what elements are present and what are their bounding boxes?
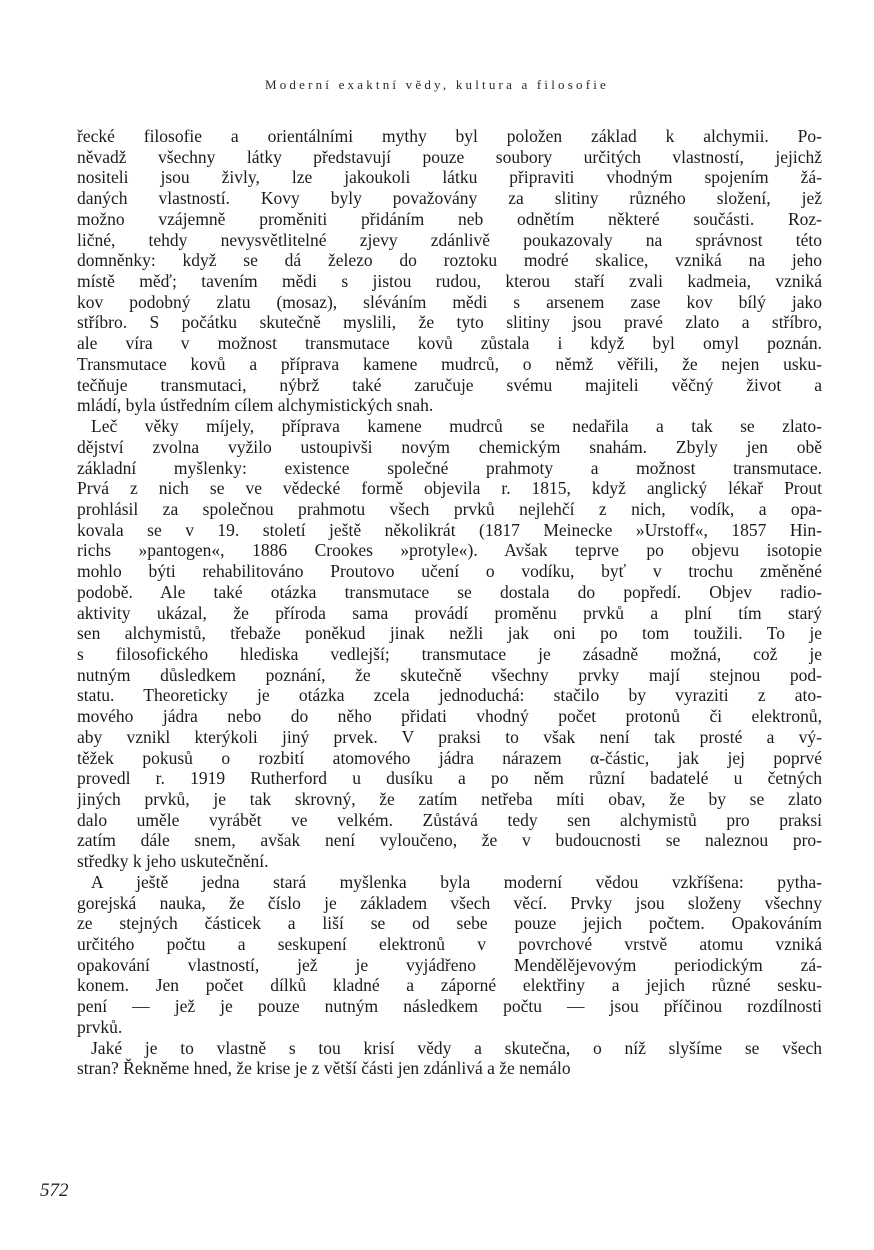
text-line: ale víra v možnost transmutace kovů zůstala i když byl omyl poznán. (77, 333, 822, 354)
text-line: něvadž všechny látky představují pouze soubory určitých vlastností, jejichž (77, 146, 822, 167)
text-line: prvků. (77, 1016, 123, 1037)
text-line: richs »pantogen«, 1886 Crookes »protyle«). Avšak teprve po objevu isotopie (77, 540, 822, 561)
text-line: středky k jeho uskutečnění. (77, 851, 269, 872)
text-line: daných vlastností. Kovy byly považovány za slitiny různého složení, jež (77, 188, 822, 209)
paragraph-alchemy (77, 126, 822, 416)
text-line: stran? Řekněme hned, že krise je z větší části jen zdánlivá a že nemálo (77, 1058, 571, 1079)
text-line: tečňuje transmutaci, nýbrž také zaručuje svému majiteli věčný život a (77, 374, 822, 395)
text-line: A ještě jedna stará myšlenka byla moderní vědou vzkříšena: pytha- (91, 871, 822, 892)
text-line: zatím dále snem, avšak není vyloučeno, že v budoucnosti se naleznou pro- (77, 830, 822, 851)
text-line: aktivity ukázal, že příroda sama provádí proměnu prvků a plní tím starý (77, 602, 822, 623)
text-line: kovala se v 19. století ještě několikrát (1817 Meinecke »Urstoff«, 1857 Hin- (77, 519, 822, 540)
text-line: ze stejných částicek a liší se od sebe pouze jejich počtem. Opakováním (77, 913, 822, 934)
text-line: dalo uměle vyrábět ve velkém. Zůstává tedy sen alchymistů pro praksi (77, 809, 822, 830)
text-line: možno vzájemně proměniti přidáním neb odnětím některé součásti. Roz- (77, 208, 822, 229)
text-line: určitého počtu a seskupení elektronů v povrchové vrstvě atomu vzniká (77, 934, 822, 955)
text-line: místě měď; tavením mědi s jistou rudou, kterou staří zvali kadmeia, vzniká (77, 271, 822, 292)
page-number: 572 (40, 1180, 69, 1201)
text-line: ličné, tehdy nevysvětlitelné zjevy zdánlivě poukazovaly na správnost této (77, 229, 822, 250)
text-line: jiných prvků, je tak skrovný, že zatím netřeba míti obav, že by se zlato (77, 789, 822, 809)
text-line: kov podobný zlatu (mosaz), sléváním mědi s arsenem zase kov bílý jako (77, 291, 822, 312)
body-text (77, 126, 822, 1079)
text-line: gorejská nauka, že číslo je základem všech věcí. Prvky jsou složeny všechny (77, 892, 822, 913)
text-line: Transmutace kovů a příprava kamene mudrců, o němž věřili, že nejen usku- (77, 353, 822, 374)
text-line: konem. Jen počet dílků kladné a záporné elektřiny a jejich různé sesku- (77, 975, 822, 996)
text-line: statu. Theoreticky je otázka zcela jednoduchá: stačilo by vyraziti z ato- (77, 685, 822, 706)
text-line: mládí, byla ústředním cílem alchymistických snah. (77, 395, 434, 416)
text-line: provedl r. 1919 Rutherford u dusíku a po něm různí badatelé u četných (77, 768, 822, 789)
text-line: dějství zvolna vyžilo ustoupivši novým chemickým snahám. Zbyly jen obě (77, 436, 822, 457)
text-line: Leč věky míjely, příprava kamene mudrců se nedařila a tak se zlato- (91, 416, 822, 437)
text-line: nutným důsledkem poznání, že skutečně všechny prvky mají stejnou pod- (77, 664, 822, 685)
text-line: pení — jež je pouze nutným následkem počtu — jsou příčinou rozdílnosti (77, 996, 822, 1017)
text-line: Jaké je to vlastně s tou krisí vědy a skutečna, o níž slyšíme se všech (91, 1037, 822, 1058)
text-line: stříbro. S počátku skutečně myslili, že tyto slitiny jsou pravé zlato a stříbro, (77, 312, 822, 333)
text-line: podobě. Ale také otázka transmutace se dostala do popředí. Objev radio- (77, 581, 822, 602)
text-line: mového jádra nebo do něho přidati vhodný počet protonů či elektronů, (77, 706, 822, 727)
paragraph-transmutation (77, 416, 822, 872)
text-line: základní myšlenky: existence společné prahmoty a možnost transmutace. (77, 457, 822, 478)
text-line: mohlo býti rehabilitováno Proutovo učení o vodíku, byť v trochu změněné (77, 561, 822, 582)
text-line: opakování vlastností, jež je vyjádřeno Mendělějevovým periodickým zá- (77, 954, 822, 975)
text-line: s filosofického hlediska vedlejší; transmutace je zásadně možná, což je (77, 643, 822, 664)
paragraph-crisis (77, 1038, 822, 1079)
text-line: aby vznikl kterýkoli jiný prvek. V praksi to však není tak prosté a vý- (77, 726, 822, 747)
text-line: sen alchymistů, třebaže poněkud jinak nežli jak oni po tom toužili. To je (77, 623, 822, 644)
paragraph-pythagorean (77, 872, 822, 1038)
text-line: domněnky: když se dá železo do roztoku modré skalice, vzniká na jeho (77, 250, 822, 271)
text-line: prohlásil za společnou prahmotu všech prvků nejlehčí z nich, vodík, a opa- (77, 498, 822, 519)
text-line: Prvá z nich se ve vědecké formě objevila r. 1815, když anglický lékař Prout (77, 478, 822, 499)
text-line: řecké filosofie a orientálními mythy byl položen základ k alchymii. Po- (77, 126, 822, 146)
text-line: nositeli jsou živly, lze jakoukoli látku připraviti vhodným spojením žá- (77, 167, 822, 188)
text-line: těžek pokusů o rozbití atomového jádra nárazem α-částic, jak jej poprvé (77, 747, 822, 768)
running-header: Moderní exaktní vědy, kultura a filosofie (264, 77, 610, 92)
